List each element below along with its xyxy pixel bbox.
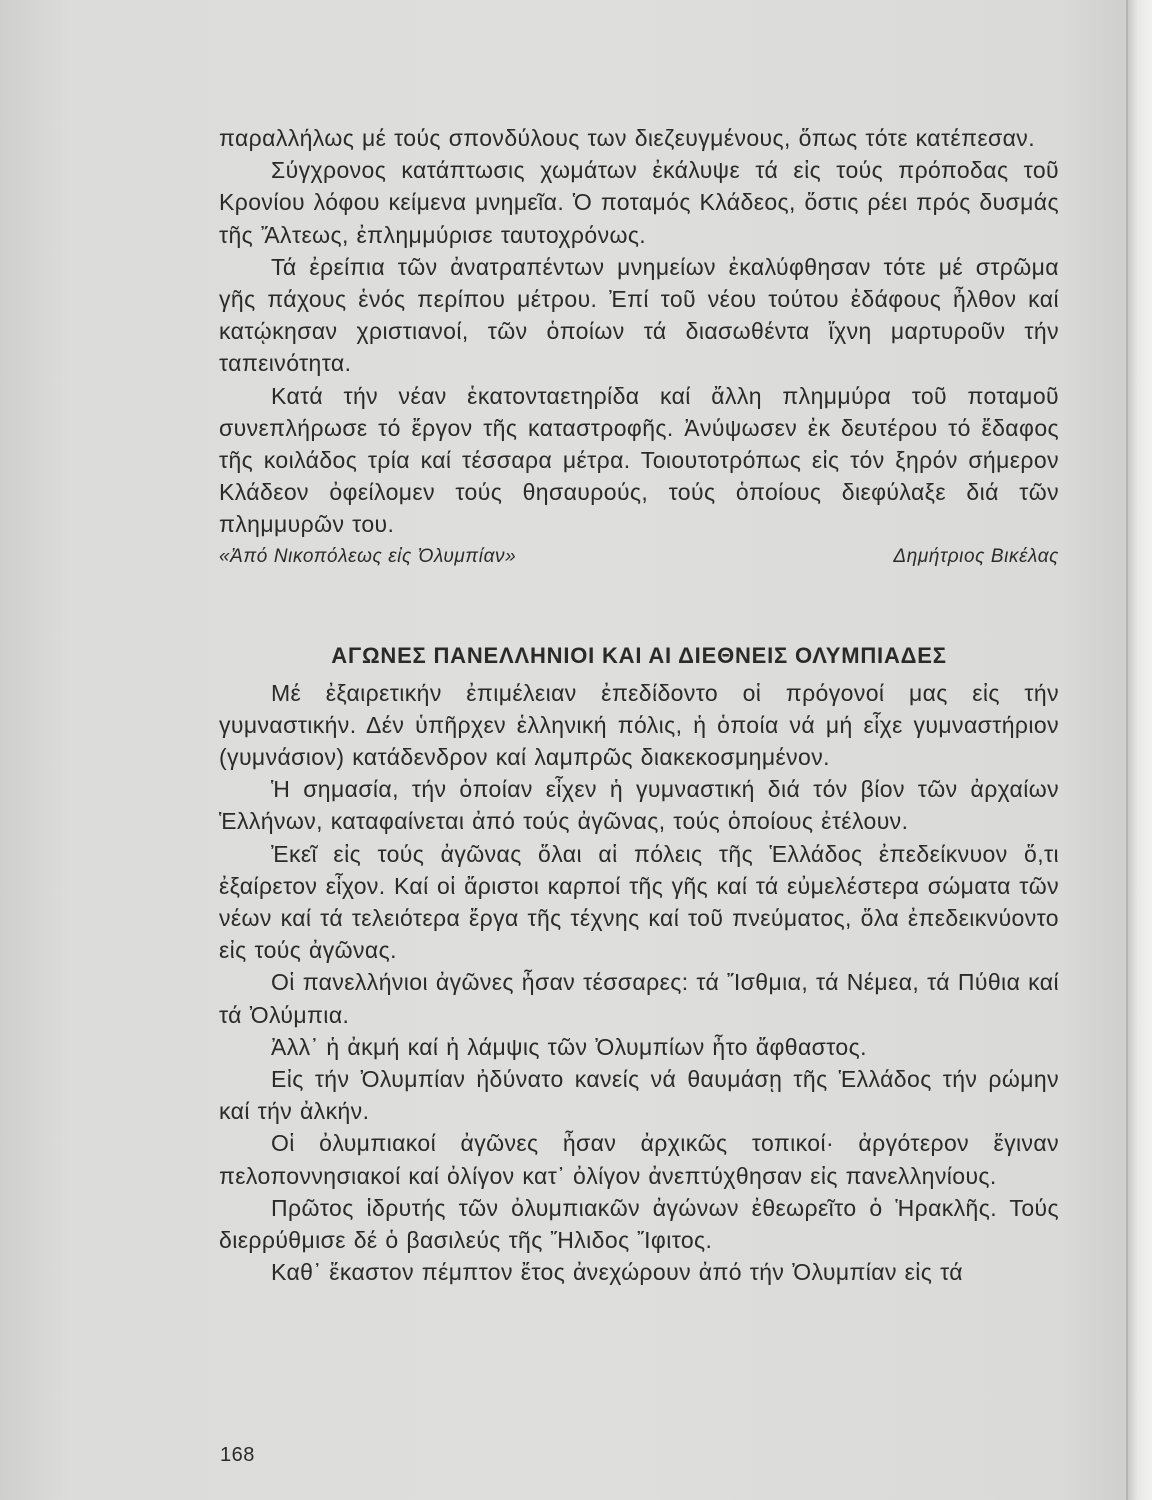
paragraph: Μέ ἐξαιρετικήν ἐπιμέλειαν ἐπεδίδοντο οἱ πρόγονοί μας εἰς τήν γυμναστικήν. Δέν ὑπῆρχεν ἑλληνική πόλις, ἡ ὁποία νά μή εἶχε γυμναστήριον (γυμνάσιον) κατάδενδρον καί λαμπρῶς διακεκοσμημένον. [219,679,1059,771]
author-name: Δημήτριος Βικέλας [893,545,1059,567]
paragraph: Οἱ ὀλυμπιακοί ἀγῶνες ἦσαν ἀρχικῶς τοπικοί· ἀργότερον ἔγιναν πελοποννησιακοί καί ὀλίγον κατ᾽ ὀλίγον ἀνεπτύχθησαν εἰς πανελληνίους. [219,1130,1059,1189]
paragraph: Ἀλλ᾽ ἡ ἀκμή καί ἡ λάμψις τῶν Ὀλυμπίων ἦτο ἄφθαστος. [271,1033,867,1060]
page-number: 168 [220,1444,255,1466]
paragraph: Σύγχρονος κατάπτωσις χωμάτων ἐκάλυψε τά εἰς τούς πρόποδας τοῦ Κρονίου λόφου κείμενα μνημεῖα. Ὁ ποταμός Κλάδεος, ὅστις ρέει πρός δυσμάς τῆς Ἄλτεως, ἐπλημμύρισε ταυτοχρόνως. [219,157,1059,248]
paragraph: Εἰς τήν Ὀλυμπίαν ἠδύνατο κανείς νά θαυμάσῃ τῆς Ἑλλάδος τήν ρώμην καί τήν ἀλκήν. [219,1066,1059,1125]
paragraph-continues: Καθ᾽ ἕκαστον πέμπτον ἔτος ἀνεχώρουν ἀπό τήν Ὀλυμπίαν εἰς τά [271,1259,963,1286]
source-title: «Ἀπό Νικοπόλεως εἰς Ὀλυμπίαν» [219,545,517,567]
paragraph: Ἡ σημασία, τήν ὁποίαν εἶχεν ἡ γυμναστική διά τόν βίον τῶν ἀρχαίων Ἑλλήνων, καταφαίνεται ἀπό τούς ἀγῶνας, τούς ὁποίους ἐτέλουν. [219,776,1059,835]
paragraph: Πρῶτος ἱδρυτής τῶν ὀλυμπιακῶν ἀγώνων ἐθεωρεῖτο ὁ Ἡρακλῆς. Τούς διερρύθμισε δέ ὁ βασιλεύς τῆς Ἤλιδος Ἴφιτος. [219,1194,1059,1254]
paragraph: Κατά τήν νέαν ἑκατονταετηρίδα καί ἄλλη πλημμύρα τοῦ ποταμοῦ συνεπλήρωσε τό ἔργον τῆς καταστροφῆς. Ἀνύψωσεν ἐκ δευτέρου τό ἔδαφος τῆς κοιλάδος τρία καί τέσσαρα μέτρα. Τοιουτοτρόπως εἰς τόν ξηρόν σήμερον Κλάδεον ὀφείλομεν τούς θησαυρούς, τούς ὁποίους διεφύλαξε διά τῶν πλημμυρῶν του. [219,382,1059,538]
quote-attribution [219,543,1059,571]
section-heading: ΑΓΩΝΕΣ ΠΑΝΕΛΛΗΝΙΟΙ ΚΑΙ ΑΙ ΔΙΕΘΝΕΙΣ ΟΛΥΜΠΙΑΔΕΣ [331,642,947,668]
book-spine-edge [1126,0,1152,1500]
paragraph: Τά ἐρείπια τῶν ἀνατραπέντων μνημείων ἐκαλύφθησαν τότε μέ στρῶμα γῆς πάχους ἑνός περίπου μέτρου. Ἐπί τοῦ νέου τούτου ἐδάφους ἦλθον καί κατῴκησαν χριστιανοί, τῶν ὁποίων τά διασωθέντα ἴχνη μαρτυροῦν τήν ταπεινότητα. [219,253,1059,377]
paragraph-continuation: παραλλήλως μέ τούς σπονδύλους των διεζευγμένους, ὅπως τότε κατέπεσαν. [219,125,1035,151]
page-text-block [219,122,1059,1289]
paragraph: Οἱ πανελλήνιοι ἀγῶνες ἦσαν τέσσαρες: τά Ἴσθμια, τά Νέμεα, τά Πύθια καί τά Ὀλύμπια. [219,969,1059,1028]
paragraph: Ἐκεῖ εἰς τούς ἀγῶνας ὅλαι αἱ πόλεις τῆς Ἑλλάδος ἐπεδείκνυον ὅ,τι ἐξαίρετον εἶχον. Καί οἱ ἄριστοι καρποί τῆς γῆς καί τά εὐμελέστερα σώματα τῶν νέων καί τά τελειότερα ἔργα τῆς τέχνης καί τοῦ πνεύματος, ὅλα ἐπεδεικνύοντο εἰς τούς ἀγῶνας. [219,840,1059,964]
